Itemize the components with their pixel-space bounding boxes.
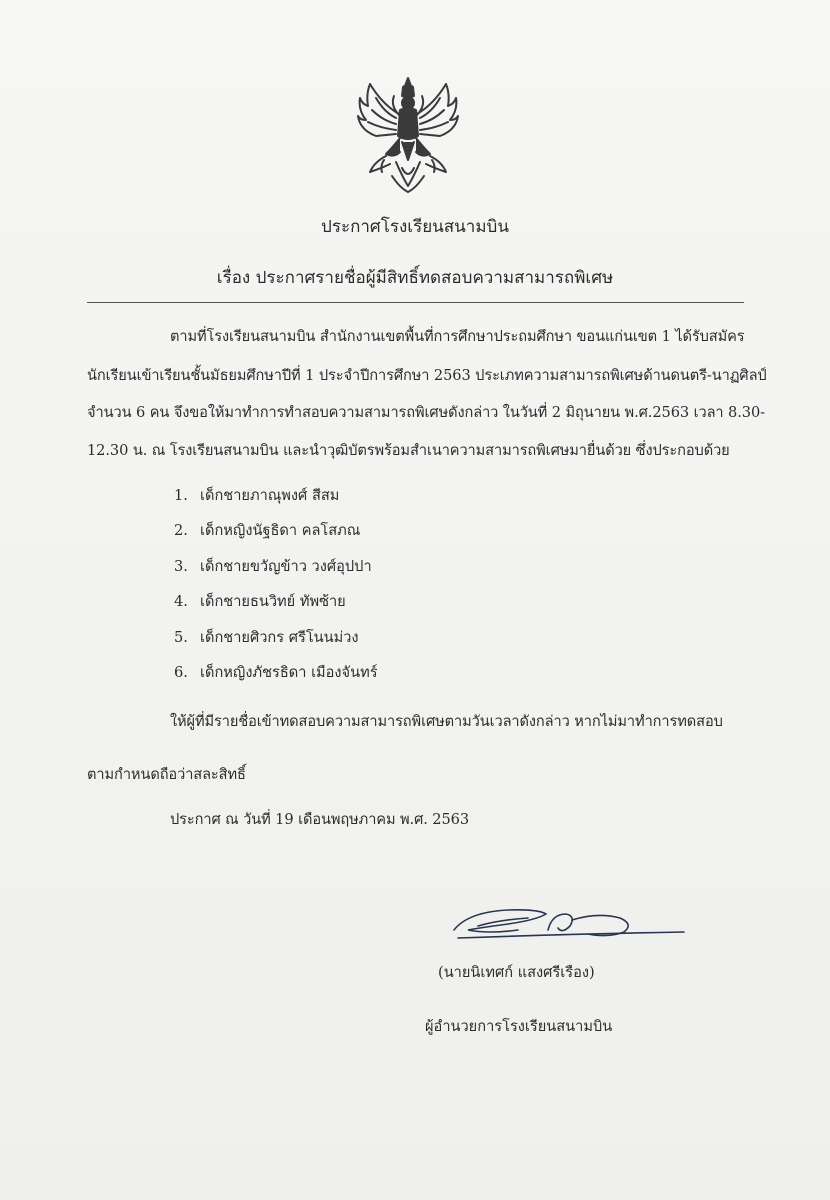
student-number: 1. (174, 487, 188, 504)
student-name: เด็กหญิงนัฐธิดา คลโสภณ (200, 522, 361, 540)
student-name: เด็กหญิงภัชรธิดา เมืองจันทร์ (200, 663, 378, 681)
body-line-3: จำนวน 6 คน จึงขอให้มาทำการทำสอบความสามารถพิเศษดังกล่าว ในวันที่ 2 มิถุนายน พ.ศ.2563 เวลา 8.30- (87, 404, 765, 421)
student-name: เด็กชายขวัญข้าว วงศ์อุปปา (200, 557, 372, 575)
student-name: เด็กชายธนวิทย์ ทัพซ้าย (200, 593, 346, 611)
student-number: 5. (174, 628, 188, 646)
garuda-emblem-icon (356, 76, 460, 194)
body-line-2: นักเรียนเข้าเรียนชั้นมัธยมศึกษาปีที่ 1 ประจำปีการศึกษา 2563 ประเภทความสามารถพิเศษด้านดนตรี-นาฏศิลป์ (87, 367, 767, 384)
student-item (174, 661, 378, 696)
student-item (174, 590, 378, 625)
student-name: เด็กชายศิวกร ศรีโนนม่วง (200, 628, 359, 646)
student-item (174, 484, 378, 519)
closing-line-2: ตามกำหนดถือว่าสละสิทธิ์ (87, 766, 246, 783)
student-list (174, 484, 378, 696)
student-item (174, 626, 378, 661)
body-line-4: 12.30 น. ณ โรงเรียนสนามบิน และนำวุฒิบัตรพร้อมสำเนาความสามารถพิเศษมายื่นด้วย ซึ่งประกอบด้วย (87, 442, 730, 459)
announcement-title: ประกาศโรงเรียนสนามบิน (321, 217, 509, 237)
closing-line-1: ให้ผู้ที่มีรายชื่อเข้าทดสอบความสามารถพิเศษตามวันเวลาดังกล่าว หากไม่มาทำการทดสอบ (170, 713, 723, 730)
student-number: 6. (174, 663, 188, 681)
announcement-date: ประกาศ ณ วันที่ 19 เดือนพฤษภาคม พ.ศ. 2563 (170, 811, 470, 828)
signature-icon (448, 900, 688, 946)
body-line-1: ตามที่โรงเรียนสนามบิน สำนักงานเขตพื้นที่การศึกษาประถมศึกษา ขอนแก่นเขต 1 ได้รับสมัคร (170, 328, 745, 345)
student-number: 4. (174, 593, 188, 611)
student-item (174, 519, 378, 554)
student-number: 3. (174, 557, 188, 575)
header-divider (87, 302, 744, 303)
student-item (174, 555, 378, 590)
signer-position: ผู้อำนวยการโรงเรียนสนามบิน (425, 1018, 613, 1035)
signer-name: (นายนิเทศก์ แสงศรีเรือง) (438, 964, 595, 981)
student-name: เด็กชายภาณุพงศ์ สีสม (200, 487, 340, 504)
student-number: 2. (174, 522, 188, 540)
announcement-subject: เรื่อง ประกาศรายชื่อผู้มีสิทธิ์ทดสอบความสามารถพิเศษ (216, 268, 614, 288)
